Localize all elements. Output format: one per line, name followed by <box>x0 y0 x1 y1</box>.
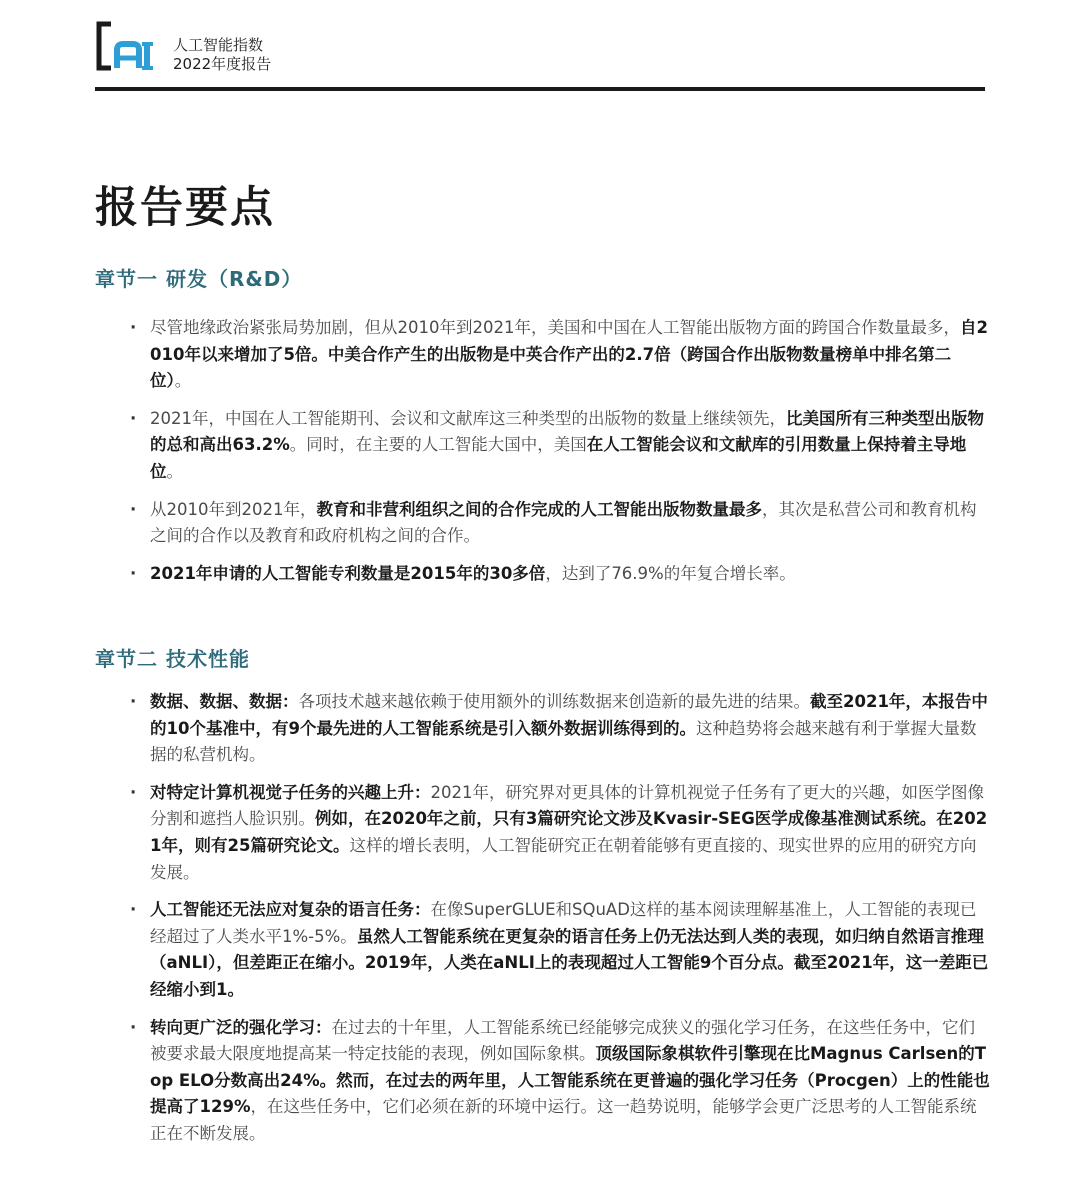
bullet-text: 在像SuperGLUE和SQuAD这样的基本阅读理解基准上，人工智能的表现已经超过了人类水平1%-5%。 <box>150 900 977 946</box>
bullet-emphasis: 数据、数据、数据： <box>150 692 299 711</box>
bullet-text: 从2010年到2021年， <box>150 499 317 519</box>
bullet-text: ，达到了76.9%的年复合增长率。 <box>545 563 796 583</box>
bullet-text: ，在这些任务中，它们必须在新的环境中运行。这一趋势说明，能够学会更广泛思考的人工智能系统正在不断发展。 <box>150 1097 977 1143</box>
bullet-item <box>130 780 990 886</box>
bullet-emphasis: 对特定计算机视觉子任务的兴趣上升： <box>150 782 431 802</box>
page-header <box>95 20 985 90</box>
bullet-text: 尽管地缘政治紧张局势加剧，但从2010年到2021年，美国和中国在人工智能出版物方面的跨国合作数量最多， <box>150 318 960 337</box>
header-divider <box>95 87 985 91</box>
bullet-text: 在过去的十年里，人工智能系统已经能够完成狭义的强化学习任务，在这些任务中，它们被要求最大限度地提高某一特定技能的表现，例如国际象棋。 <box>150 1017 975 1064</box>
bullet-emphasis: 截至2021年，本报告中的10个基准中，有9个最先进的人工智能系统是引入额外数据训练得到的。 <box>150 692 988 738</box>
bullet-text: 。 <box>174 371 192 391</box>
report-title <box>173 36 271 74</box>
bullet-emphasis: 人工智能还无法应对复杂的语言任务： <box>150 900 431 920</box>
bullet-text: ，其次是私营公司和教育机构之间的合作以及教育和政府机构之间的合作。 <box>150 499 977 546</box>
bullet-item <box>130 561 990 588</box>
bullet-emphasis: 教育和非营利组织之间的合作完成的人工智能出版物数量最多 <box>316 499 762 519</box>
section-heading-tech-performance: 章节二 技术性能 <box>95 647 250 671</box>
bullet-item <box>130 1015 990 1148</box>
bullet-item <box>130 497 990 550</box>
bullet-text: 这种趋势将会越来越有利于掌握大量数据的私营机构。 <box>150 718 977 765</box>
section-tech-bullets <box>130 689 990 1159</box>
report-title-line2: 2022年度报告 <box>173 55 272 73</box>
bullet-item <box>130 689 990 769</box>
bullet-item <box>130 315 990 395</box>
bullet-text: 。 <box>166 461 183 481</box>
bullet-text: 这样的增长表明，人工智能研究正在朝着能够有更直接的、现实世界的应用的研究方向发展。 <box>150 835 977 882</box>
bullet-emphasis: 转向更广泛的强化学习： <box>150 1017 332 1037</box>
bullet-text: 各项技术越来越依赖于使用额外的训练数据来创造新的最先进的结果。 <box>298 692 810 711</box>
bullet-emphasis: 自2010年以来增加了5倍。中美合作产生的出版物是中英合作产出的2.7倍（跨国合作出版物数量榜单中排名第二位） <box>150 318 988 391</box>
bullet-emphasis: 顶级国际象棋软件引擎现在比Magnus Carlsen的Top ELO分数高出24%。然而，在过去的两年里，人工智能系统在更普遍的强化学习任务（Procgen）上的性能也提高了129% <box>150 1044 990 1117</box>
bullet-emphasis: 例如，在2020年之前，只有3篇研究论文涉及Kvasir-SEG医学成像基准测试系统。在2021年，则有25篇研究论文。 <box>150 809 988 855</box>
bullet-emphasis: 比美国所有三种类型出版物的总和高出63.2% <box>150 408 984 455</box>
ai-index-logo <box>95 20 159 72</box>
page-title: 报告要点 <box>95 183 275 233</box>
bullet-text: 。同时，在主要的人工智能大国中，美国 <box>289 435 587 455</box>
bullet-text: 2021年，研究界对更具体的计算机视觉子任务有了更大的兴趣，如医学图像分割和遮挡人脸识别。 <box>150 782 984 829</box>
bullet-emphasis: 虽然人工智能系统在更复杂的语言任务上仍无法达到人类的表现，如归纳自然语言推理（aNLI），但差距正在缩小。2019年，人类在aNLI上的表现超过人工智能9个百分点。截至2021年，这一差距已经缩小到1。 <box>150 926 989 999</box>
bullet-emphasis: 2021年申请的人工智能专利数量是2015年的30多倍 <box>150 563 546 583</box>
bullet-text: 2021年，中国在人工智能期刊、会议和文献库这三种类型的出版物的数量上继续领先， <box>150 408 786 428</box>
section-heading-rd: 章节一 研发（R&D） <box>95 267 303 291</box>
section-rd-bullets <box>130 315 990 587</box>
bullet-emphasis: 在人工智能会议和文献库的引用数量上保持着主导地位 <box>150 435 967 481</box>
bullet-item <box>130 406 990 486</box>
report-title-line1: 人工智能指数 <box>173 36 264 54</box>
bullet-item <box>130 897 990 1003</box>
